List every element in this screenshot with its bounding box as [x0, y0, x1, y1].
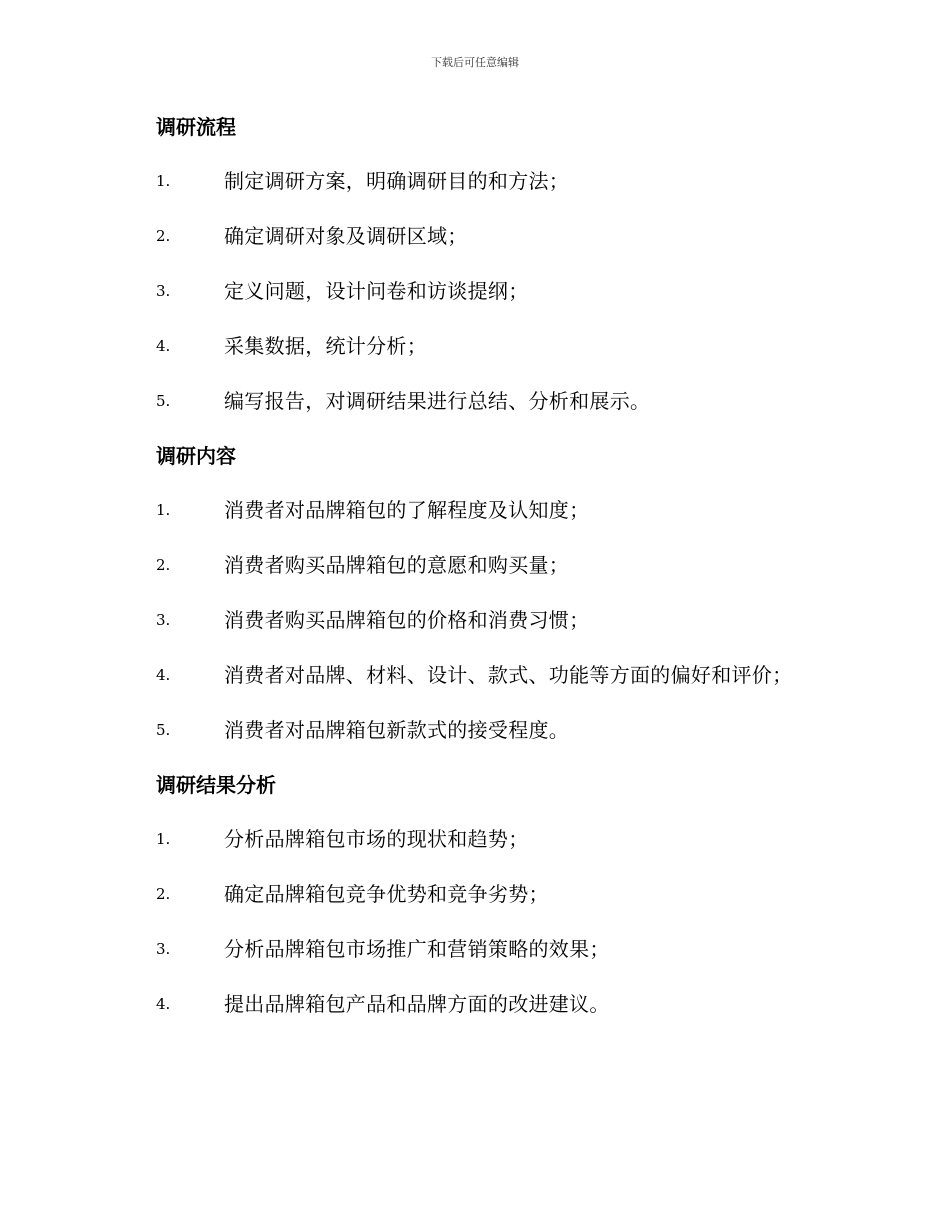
list-item — [156, 717, 856, 743]
list-item-number: 3. — [156, 940, 171, 958]
list-item-text: 制定调研方案，明确调研目的和方法； — [224, 169, 570, 193]
list-item-text: 分析品牌箱包市场的现状和趋势； — [224, 827, 529, 851]
list-item-text: 确定品牌箱包竞争优势和竞争劣势； — [224, 882, 549, 906]
list-item — [156, 881, 856, 907]
list-item — [156, 662, 856, 688]
list-item-number: 4. — [156, 666, 171, 684]
list-item-text: 消费者购买品牌箱包的价格和消费习惯； — [224, 608, 590, 632]
list-item-text: 消费者对品牌箱包新款式的接受程度。 — [224, 718, 570, 742]
list-item — [156, 607, 856, 633]
list-item-number: 1. — [156, 172, 171, 190]
list-item — [156, 991, 856, 1017]
list-item-number: 3. — [156, 611, 171, 629]
list-item-number: 1. — [156, 501, 171, 519]
list-item — [156, 826, 856, 852]
list-item-number: 5. — [156, 392, 171, 410]
list-item-text: 消费者购买品牌箱包的意愿和购买量； — [224, 553, 570, 577]
list-item-text: 编写报告，对调研结果进行总结、分析和展示。 — [224, 389, 651, 413]
section-heading-content: 调研内容 — [156, 444, 236, 468]
list-item-text: 定义问题，设计问卷和访谈提纲； — [224, 279, 529, 303]
list-item-text: 提出品牌箱包产品和品牌方面的改进建议。 — [224, 992, 610, 1016]
section-heading-analysis: 调研结果分析 — [156, 773, 276, 797]
list-item — [156, 333, 856, 359]
list-item-text: 确定调研对象及调研区域； — [224, 224, 468, 248]
list-item-text: 采集数据，统计分析； — [224, 334, 427, 358]
list-item — [156, 497, 856, 523]
list-item — [156, 168, 856, 194]
list-item-text: 消费者对品牌、材料、设计、款式、功能等方面的偏好和评价； — [224, 663, 793, 687]
list-item-number: 2. — [156, 885, 171, 903]
list-item — [156, 388, 856, 414]
list-item-text: 分析品牌箱包市场推广和营销策略的效果； — [224, 937, 610, 961]
page-header-note: 下载后可任意编辑 — [431, 56, 519, 69]
list-item-text: 消费者对品牌箱包的了解程度及认知度； — [224, 498, 590, 522]
list-item-number: 5. — [156, 721, 171, 739]
list-item-number: 2. — [156, 556, 171, 574]
section-heading-process: 调研流程 — [156, 115, 236, 139]
list-item-number: 1. — [156, 830, 171, 848]
list-item-number: 3. — [156, 282, 171, 300]
list-item — [156, 223, 856, 249]
list-item — [156, 278, 856, 304]
list-item-number: 4. — [156, 337, 171, 355]
list-item — [156, 552, 856, 578]
list-item — [156, 936, 856, 962]
list-item-number: 2. — [156, 227, 171, 245]
list-item-number: 4. — [156, 995, 171, 1013]
